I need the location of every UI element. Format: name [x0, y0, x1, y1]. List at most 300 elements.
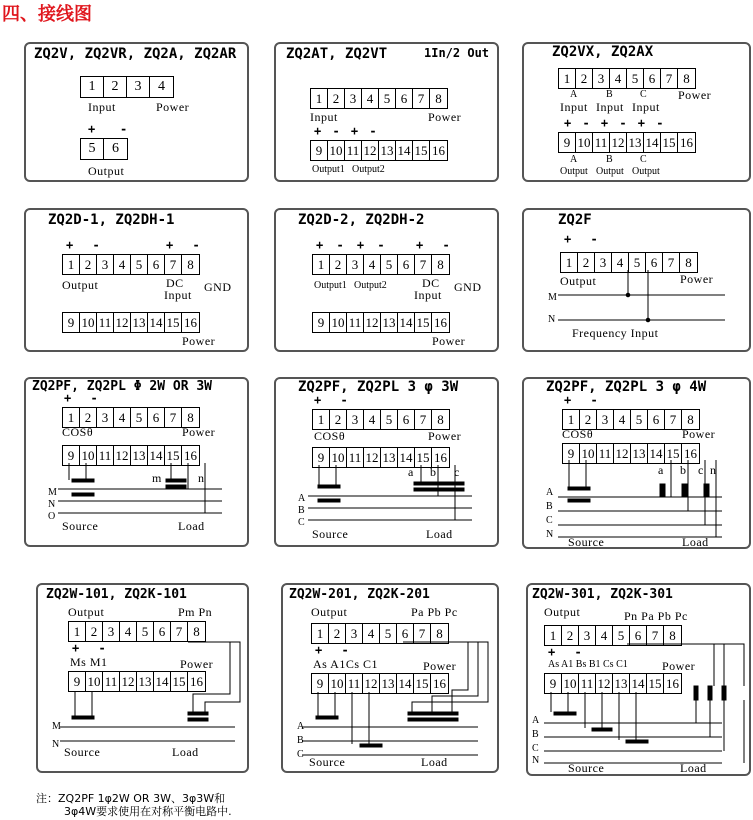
- terminal: 3: [103, 622, 120, 641]
- terminal: 6: [154, 622, 171, 641]
- terminal: 1: [63, 255, 80, 274]
- terminal: 16: [184, 315, 197, 330]
- line-m-label: M: [52, 721, 61, 732]
- line-a-label: A: [546, 487, 554, 498]
- terminal: 7: [165, 255, 182, 274]
- terminal: 10: [580, 444, 597, 463]
- source-label: Source: [568, 761, 605, 775]
- terminal: 5: [131, 255, 148, 274]
- output2-label: Output2: [352, 164, 385, 175]
- line-n-label: N: [548, 314, 556, 325]
- terminal: 7: [414, 624, 431, 643]
- terminal: 15: [647, 674, 664, 693]
- phase-c-label: C: [640, 154, 647, 165]
- output-label: Output: [68, 605, 105, 619]
- terminal: 8: [437, 257, 444, 272]
- terminal: 2: [330, 410, 347, 429]
- terminal: 2: [80, 408, 97, 427]
- terminal: 13: [131, 446, 148, 465]
- terminal: 5: [381, 410, 398, 429]
- terminal: 12: [364, 313, 381, 332]
- terminal: 10: [330, 313, 347, 332]
- panel-title: ZQ2F: [558, 212, 592, 228]
- input-label: Input: [164, 288, 192, 302]
- line-a-label: A: [298, 493, 306, 504]
- terminal: 12: [364, 448, 381, 467]
- terminal: 12: [114, 313, 131, 332]
- n-label: n: [710, 463, 717, 477]
- terminal: 13: [381, 448, 398, 467]
- terminal: 13: [381, 313, 398, 332]
- footnote-line-1: 注：ZQ2PF 1φ2W OR 3W、3φ3W和: [36, 792, 226, 805]
- terminal: 6: [397, 624, 414, 643]
- terminal: 3: [345, 89, 362, 108]
- terminal: 15: [415, 448, 432, 467]
- terminal: 16: [434, 450, 447, 465]
- output1-label: Output1: [312, 164, 345, 175]
- panel-title: ZQ2PF, ZQ2PL Φ 2W OR 3W: [32, 379, 213, 394]
- power-label: Power: [432, 334, 466, 348]
- power-label: Power: [182, 334, 216, 348]
- a-label: a: [408, 465, 414, 479]
- terminal: 9: [312, 674, 329, 693]
- terminal: 3: [346, 624, 363, 643]
- terminal: 4: [114, 408, 131, 427]
- terminal: 15: [171, 672, 188, 691]
- terminal: 4: [114, 255, 131, 274]
- terminal: 6: [148, 255, 165, 274]
- c-label: c: [454, 465, 460, 479]
- power-label: Power: [678, 88, 712, 102]
- terminal: 11: [103, 672, 120, 691]
- line-a-label: A: [297, 721, 305, 732]
- load-label: Load: [682, 535, 709, 549]
- terminal: 4: [120, 622, 137, 641]
- line-o-label: O: [48, 511, 56, 522]
- load-label: Load: [426, 527, 453, 541]
- terminal: 6: [398, 410, 415, 429]
- terminal: 4: [364, 255, 381, 274]
- terminal: 3: [595, 253, 612, 272]
- terminal: 7: [171, 622, 188, 641]
- terminal: 3: [97, 255, 114, 274]
- line-m-label: M: [48, 487, 57, 498]
- footnote: [36, 792, 232, 818]
- a-label: a: [658, 463, 664, 477]
- terminal: 16: [432, 143, 445, 158]
- panel-subtitle: 1In/2 Out: [424, 46, 490, 60]
- terminal: 15: [665, 444, 682, 463]
- terminal: 5: [381, 255, 398, 274]
- output-label: Output: [544, 605, 581, 619]
- terminal: 7: [665, 410, 682, 429]
- terminal: 14: [648, 444, 665, 463]
- source-label: Source: [62, 519, 99, 533]
- terminal: 10: [330, 448, 347, 467]
- panel-title: ZQ2VX, ZQ2AX: [552, 44, 654, 60]
- terminal: 16: [684, 446, 697, 461]
- terminal: 7: [661, 69, 678, 88]
- terminal: 16: [433, 676, 446, 691]
- terminal: 16: [190, 674, 203, 689]
- power-label: Power: [156, 100, 190, 114]
- phase-a-label: A: [570, 89, 578, 100]
- polarity-marks: + -: [416, 238, 456, 252]
- terminal: 11: [347, 448, 364, 467]
- terminal: 10: [80, 313, 97, 332]
- ms-m1-label: Ms M1: [70, 655, 108, 669]
- terminal: 5: [131, 408, 148, 427]
- b-label: b: [680, 463, 687, 477]
- terminal: 11: [345, 141, 362, 160]
- terminal: 4: [614, 410, 631, 429]
- terminal: 4: [363, 624, 380, 643]
- terminal: 14: [398, 448, 415, 467]
- source-label: Source: [309, 755, 346, 769]
- terminal: 11: [597, 444, 614, 463]
- terminal: 2: [330, 255, 347, 274]
- terminal: 4: [612, 253, 629, 272]
- terminal: 2: [328, 89, 345, 108]
- terminal: 1: [63, 408, 80, 427]
- terminal: 5: [629, 253, 646, 272]
- phase-c-label: C: [640, 89, 647, 100]
- terminal: 14: [630, 674, 647, 693]
- output-label: Output: [596, 166, 624, 177]
- terminal: 7: [415, 410, 432, 429]
- terminal: 15: [661, 133, 678, 152]
- terminal: 5: [631, 410, 648, 429]
- terminal: 3: [593, 69, 610, 88]
- terminal: 9: [313, 313, 330, 332]
- panel-title: ZQ2D-2, ZQ2DH-2: [298, 212, 425, 228]
- load-label: Load: [421, 755, 448, 769]
- terminal: 10: [86, 672, 103, 691]
- terminal: 7: [647, 626, 664, 645]
- output-label: Output: [560, 274, 597, 288]
- terminal: 10: [576, 133, 593, 152]
- terminal: 3: [347, 410, 364, 429]
- terminal: 9: [311, 141, 328, 160]
- terminal: 1: [563, 410, 580, 429]
- terminal: 6: [148, 408, 165, 427]
- n-label: n: [198, 471, 205, 485]
- terminal: 8: [435, 91, 442, 106]
- terminal: 4: [362, 89, 379, 108]
- terminal: 7: [663, 253, 680, 272]
- pa-pb-pc-label: Pa Pb Pc: [411, 605, 458, 619]
- terminal: 1: [545, 626, 562, 645]
- terminal: 15: [165, 313, 182, 332]
- power-label: Power: [428, 110, 462, 124]
- terminal: 8: [436, 626, 443, 641]
- terminal: 6: [112, 141, 119, 156]
- line-n-label: N: [52, 739, 60, 750]
- footnote-line-2: 3φ4W要求使用在对称平衡电路中.: [64, 805, 232, 818]
- load-label: Load: [178, 519, 205, 533]
- terminal: 8: [685, 255, 692, 270]
- polarity-marks: + -: [66, 238, 106, 252]
- phase-a-label: A: [570, 154, 578, 165]
- phase-b-label: B: [606, 154, 613, 165]
- terminal: 2: [80, 255, 97, 274]
- terminal: 4: [158, 79, 165, 94]
- terminal: 14: [396, 141, 413, 160]
- terminal: 5: [613, 626, 630, 645]
- terminal: 7: [413, 89, 430, 108]
- output-label: Output: [62, 278, 99, 292]
- terminal: 10: [329, 674, 346, 693]
- terminal: 4: [596, 626, 613, 645]
- terminal: 4: [364, 410, 381, 429]
- plus-sign: +: [88, 122, 96, 136]
- output-label: Output: [560, 166, 588, 177]
- terminal: 6: [630, 626, 647, 645]
- line-c-label: C: [298, 517, 305, 528]
- terminal: 13: [613, 674, 630, 693]
- gnd-label: GND: [204, 280, 232, 294]
- terminal: 3: [597, 410, 614, 429]
- terminal: 11: [347, 313, 364, 332]
- power-label: Power: [180, 657, 214, 671]
- pn-pa-pb-pc-label: Pn Pa Pb Pc: [624, 609, 688, 623]
- terminal: 11: [97, 313, 114, 332]
- frequency-input-label: Frequency Input: [572, 326, 659, 340]
- panel-title: ZQ2PF, ZQ2PL 3 φ 3W: [298, 379, 459, 395]
- terminal: 5: [380, 624, 397, 643]
- line-c-label: C: [546, 515, 553, 526]
- panel-title: ZQ2W-201, ZQ2K-201: [289, 587, 430, 602]
- terminal: 4: [610, 69, 627, 88]
- terminal: 5: [137, 622, 154, 641]
- terminal: 16: [434, 315, 447, 330]
- power-label: Power: [428, 429, 462, 443]
- phase-b-label: B: [606, 89, 613, 100]
- gnd-label: GND: [454, 280, 482, 294]
- terminal: 8: [187, 257, 194, 272]
- panel-title: ZQ2W-101, ZQ2K-101: [46, 587, 187, 602]
- terminal: 10: [562, 674, 579, 693]
- terminal: 12: [614, 444, 631, 463]
- pm-pn-label: Pm Pn: [178, 605, 213, 619]
- line-n-label: N: [546, 529, 554, 540]
- source-label: Source: [64, 745, 101, 759]
- panel-title: ZQ2PF, ZQ2PL 3 φ 4W: [546, 379, 707, 395]
- terminal: 9: [559, 133, 576, 152]
- terminal: 10: [80, 446, 97, 465]
- input-label: Input: [560, 100, 588, 114]
- terminal: 2: [562, 626, 579, 645]
- output-label: Output: [311, 605, 348, 619]
- polarity-marks: + - + -: [314, 124, 379, 138]
- terminal: 15: [165, 446, 182, 465]
- zq2w101-wiring: [60, 642, 240, 741]
- cos-label: COSθ: [62, 425, 94, 439]
- terminal: 9: [69, 672, 86, 691]
- terminal: 13: [627, 133, 644, 152]
- polarity-marks: + -: [64, 391, 104, 405]
- terminal: 1: [311, 89, 328, 108]
- zq2w301-wiring: [544, 644, 744, 763]
- polarity-marks: + -: [564, 393, 604, 407]
- polarity-marks: + -: [548, 645, 588, 659]
- terminal: 8: [687, 412, 694, 427]
- terminal: 9: [545, 674, 562, 693]
- terminal: 8: [683, 71, 690, 86]
- terminal: 3: [127, 77, 150, 97]
- polarity-marks: + -: [166, 238, 206, 252]
- line-m-label: M: [548, 292, 557, 303]
- terminal: 5: [379, 89, 396, 108]
- terminal: 5: [627, 69, 644, 88]
- terminal: 2: [580, 410, 597, 429]
- terminal: 15: [413, 141, 430, 160]
- terminal: 13: [631, 444, 648, 463]
- terminal: 14: [154, 672, 171, 691]
- terminal: 9: [63, 313, 80, 332]
- terminal: 7: [415, 255, 432, 274]
- terminal: 16: [680, 135, 693, 150]
- line-a-label: A: [532, 715, 540, 726]
- panel-title: ZQ2W-301, ZQ2K-301: [532, 587, 673, 602]
- section-heading: 四、接线图: [2, 4, 92, 25]
- terminal: 1: [313, 255, 330, 274]
- terminal: 11: [579, 674, 596, 693]
- terminal: 6: [396, 89, 413, 108]
- terminal: 2: [578, 253, 595, 272]
- output1-label: Output1: [314, 280, 347, 291]
- input-label: Input: [310, 110, 338, 124]
- terminal: 12: [363, 674, 380, 693]
- terminal: 11: [346, 674, 363, 693]
- terminal: 6: [398, 255, 415, 274]
- terminal: 2: [86, 622, 103, 641]
- minus-sign: -: [120, 122, 128, 136]
- terminal: 12: [362, 141, 379, 160]
- terminal: 8: [187, 410, 194, 425]
- polarity-marks: + -: [315, 643, 355, 657]
- terminal: 3: [579, 626, 596, 645]
- power-label: Power: [680, 272, 714, 286]
- dc-label: DC: [166, 276, 184, 290]
- terminal: 14: [148, 446, 165, 465]
- terminal: 6: [648, 410, 665, 429]
- zq2pf-1p-wiring: [58, 463, 222, 513]
- c-label: c: [698, 463, 704, 477]
- terminal: 1: [561, 253, 578, 272]
- source-label: Source: [568, 535, 605, 549]
- load-label: Load: [680, 761, 707, 775]
- terminal: 1: [313, 410, 330, 429]
- terminal: 16: [184, 448, 197, 463]
- as-a1-bs-b1-cs-c1-label: As A1 Bs B1 Cs C1: [548, 659, 628, 670]
- cos-label: COSθ: [314, 429, 346, 443]
- zq2pf-3p3w-wiring: [308, 465, 472, 520]
- line-b-label: B: [532, 729, 539, 740]
- terminal: 14: [148, 313, 165, 332]
- input-label: Input: [596, 100, 624, 114]
- terminal: 11: [97, 446, 114, 465]
- terminal: 12: [114, 446, 131, 465]
- output-label: Output: [632, 166, 660, 177]
- output-label: Output: [88, 164, 125, 178]
- polarity-marks: + - + - + -: [564, 116, 666, 130]
- terminal: 13: [380, 674, 397, 693]
- output2-label: Output2: [354, 280, 387, 291]
- panel-title: ZQ2V, ZQ2VR, ZQ2A, ZQ2AR: [34, 46, 237, 62]
- dc-label: DC: [422, 276, 440, 290]
- terminal: 13: [137, 672, 154, 691]
- line-n-label: N: [532, 755, 540, 766]
- b-label: b: [430, 465, 437, 479]
- line-b-label: B: [298, 505, 305, 516]
- terminal: 9: [63, 446, 80, 465]
- line-b-label: B: [546, 501, 553, 512]
- input-label: Input: [88, 100, 116, 114]
- line-n-label: N: [48, 499, 56, 510]
- terminal: 3: [347, 255, 364, 274]
- terminal: 2: [576, 69, 593, 88]
- terminal: 9: [563, 444, 580, 463]
- terminal: 1: [81, 77, 104, 97]
- terminal: 14: [398, 313, 415, 332]
- terminal: 11: [593, 133, 610, 152]
- terminal: 12: [596, 674, 613, 693]
- terminal: 15: [414, 674, 431, 693]
- terminal: 8: [193, 624, 200, 639]
- terminal: 3: [97, 408, 114, 427]
- terminal: 12: [120, 672, 137, 691]
- panel-title: ZQ2AT, ZQ2VT: [286, 46, 388, 62]
- terminal: 15: [415, 313, 432, 332]
- polarity-marks: + -: [564, 232, 604, 246]
- terminal: 10: [328, 141, 345, 160]
- terminal: 13: [131, 313, 148, 332]
- terminal: 6: [644, 69, 661, 88]
- polarity-marks: + - + -: [316, 238, 388, 252]
- as-a1-cs-c1-label: As A1Cs C1: [313, 657, 379, 671]
- load-label: Load: [172, 745, 199, 759]
- terminal: 2: [104, 77, 127, 97]
- m-label: m: [152, 471, 162, 485]
- terminal: 1: [559, 69, 576, 88]
- terminal: 8: [437, 412, 444, 427]
- terminal: 2: [329, 624, 346, 643]
- input-label: Input: [414, 288, 442, 302]
- line-b-label: B: [297, 735, 304, 746]
- terminal: 12: [610, 133, 627, 152]
- source-label: Source: [312, 527, 349, 541]
- polarity-marks: + -: [72, 641, 112, 655]
- terminal: 1: [312, 624, 329, 643]
- terminal: 5: [81, 139, 104, 159]
- power-label: Power: [182, 425, 216, 439]
- terminal: 6: [646, 253, 663, 272]
- power-label: Power: [682, 427, 716, 441]
- terminal: 8: [669, 628, 676, 643]
- zq2pf-3p4w-wiring: [558, 460, 722, 537]
- terminal: 7: [165, 408, 182, 427]
- power-label: Power: [662, 659, 696, 673]
- power-label: Power: [423, 659, 457, 673]
- line-c-label: C: [532, 743, 539, 754]
- polarity-marks: + -: [314, 393, 354, 407]
- cos-label: COSθ: [562, 427, 594, 441]
- input-label: Input: [632, 100, 660, 114]
- terminal: 13: [379, 141, 396, 160]
- terminal: 14: [644, 133, 661, 152]
- terminal: 14: [397, 674, 414, 693]
